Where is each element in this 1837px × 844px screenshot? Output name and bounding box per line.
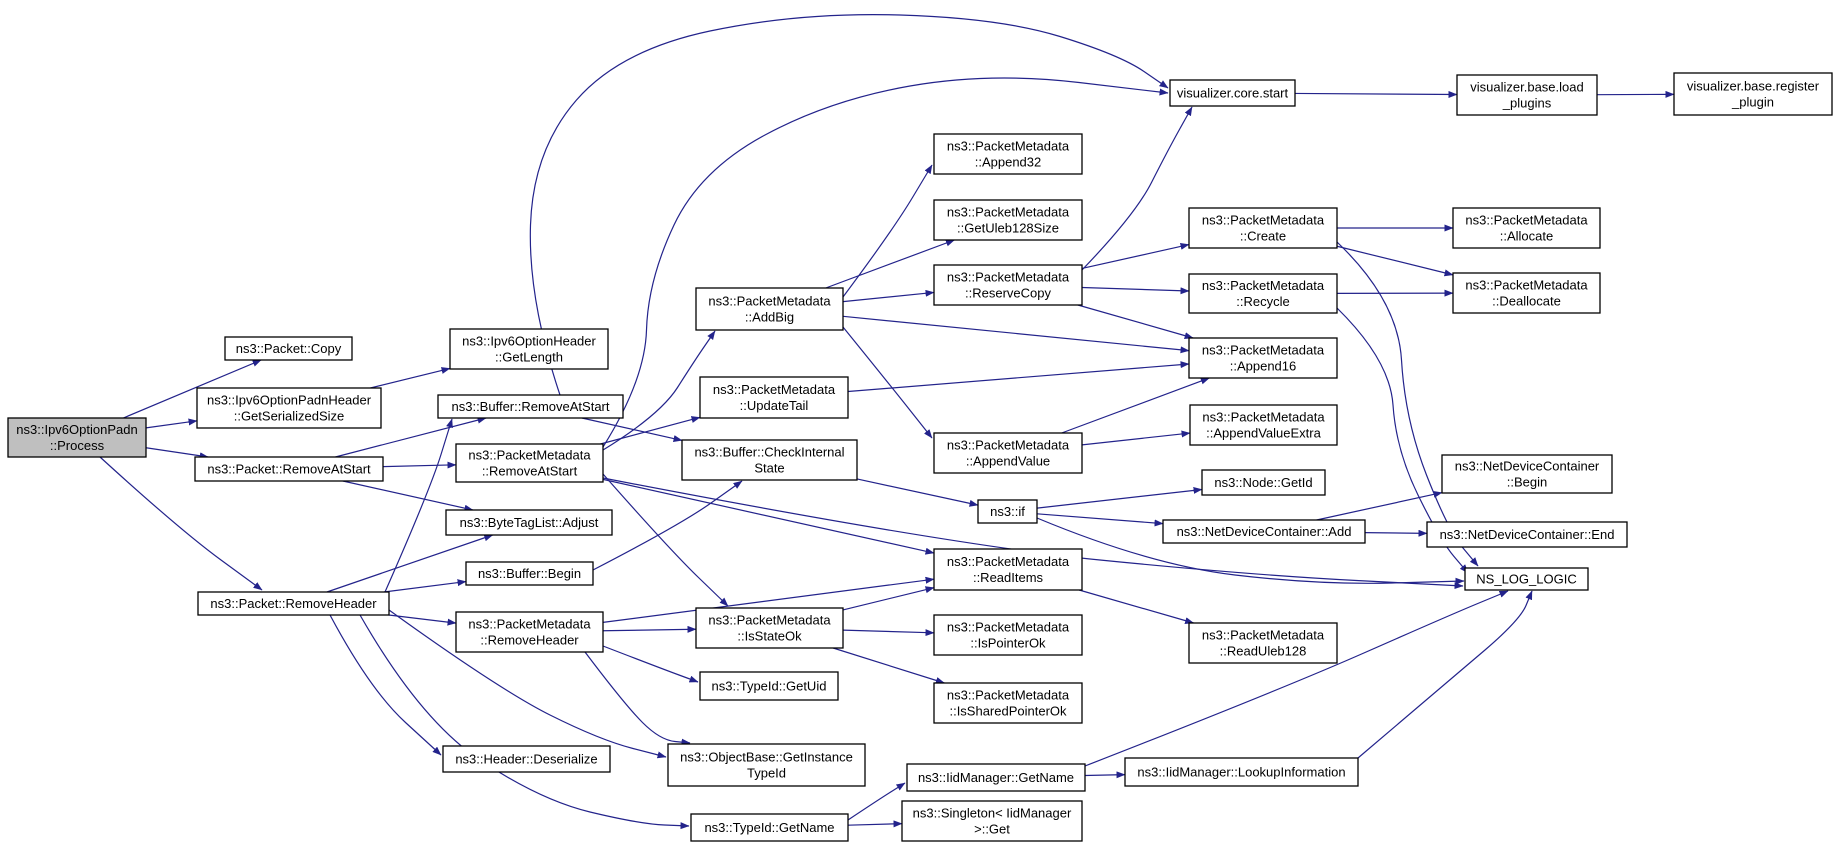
node-appendvalue[interactable] <box>934 433 1082 473</box>
edge-reservecopy-to-append16 <box>1078 305 1193 338</box>
edge-ndc-add-to-ndc-end <box>1365 533 1427 534</box>
edge-iidmanager-getname-to-nslog <box>1085 591 1508 766</box>
node-append32[interactable] <box>934 134 1082 174</box>
edge-checkinternalstate-to-if <box>857 479 978 505</box>
node-label-vis-load: visualizer.base.load _plugins <box>1470 79 1584 111</box>
edge-appendvalue-to-append16 <box>1062 378 1210 433</box>
edge-packet-removeheader-to-buffer-begin <box>384 582 466 592</box>
node-label-create: ns3::PacketMetadata ::Create <box>1201 212 1325 244</box>
node-label-header-deserialize: ns3::Header::Deserialize <box>455 751 598 767</box>
node-label-iidmanager-getname: ns3::IidManager::GetName <box>917 770 1075 785</box>
node-label-issharedpointerok: ns3::PacketMetadata ::IsSharedPointerOk <box>946 687 1070 719</box>
edge-buffer-removeatstart-to-checkinternalstate <box>582 418 682 440</box>
node-buffer-removeatstart[interactable] <box>438 395 623 418</box>
node-label-deallocate: ns3::PacketMetadata ::Deallocate <box>1465 277 1588 309</box>
edge-updatetail-to-append16 <box>848 364 1189 392</box>
node-ndc-add[interactable] <box>1163 520 1365 543</box>
node-label-readitems: ns3::PacketMetadata ::ReadItems <box>946 554 1070 585</box>
node-label-recycle: ns3::PacketMetadata ::Recycle <box>1201 278 1325 309</box>
edge-reservecopy-to-create <box>1082 245 1189 269</box>
node-packet-copy[interactable] <box>225 337 352 360</box>
node-label-vis-start: visualizer.core.start <box>1176 85 1289 101</box>
node-label-readuleb128: ns3::PacketMetadata ::ReadUleb128 <box>1201 627 1325 659</box>
edge-packet-removeatstart-to-pm-removeatstart <box>383 465 456 467</box>
node-label-process: ns3::Ipv6OptionPadn ::Process <box>16 422 138 453</box>
edge-isstateok-to-readitems <box>843 588 934 610</box>
node-label-typeid-getuid: ns3::TypeId::GetUid <box>711 678 827 694</box>
edge-pm-removeheader-to-typeid-getuid <box>603 646 698 682</box>
node-label-ispointerok: ns3::PacketMetadata ::IsPointerOk <box>946 619 1070 651</box>
edge-readitems-to-readuleb128 <box>1079 590 1193 623</box>
node-label-pm-removeheader: ns3::PacketMetadata ::RemoveHeader <box>468 616 591 648</box>
node-label-getlength: ns3::Ipv6OptionHeader ::GetLength <box>462 333 596 365</box>
node-updatetail[interactable] <box>700 377 848 418</box>
edge-reservecopy-to-recycle <box>1082 287 1189 291</box>
node-typeid-getname[interactable] <box>691 814 848 841</box>
node-pm-removeatstart[interactable] <box>456 444 603 482</box>
edge-getserializedsize-to-getlength <box>370 368 450 388</box>
edge-lookupinformation-to-nslog <box>1358 591 1532 758</box>
node-checkinternalstate[interactable] <box>682 440 857 480</box>
node-label-buffer-begin: ns3::Buffer::Begin <box>477 566 582 581</box>
node-label-getserializedsize: ns3::Ipv6OptionPadnHeader ::GetSerializedSize <box>206 392 372 424</box>
node-ispointerok[interactable] <box>934 615 1082 655</box>
edge-typeid-getname-to-singleton-get <box>848 824 902 826</box>
node-appendvalueextra[interactable] <box>1190 405 1337 445</box>
node-label-buffer-removeatstart: ns3::Buffer::RemoveAtStart <box>451 399 610 414</box>
node-addbig[interactable] <box>696 288 843 330</box>
node-label-reservecopy: ns3::PacketMetadata ::ReserveCopy <box>946 269 1070 301</box>
node-vis-load[interactable] <box>1457 75 1597 115</box>
node-label-ndc-end: ns3::NetDeviceContainer::End <box>1439 527 1615 542</box>
node-label-ndc-add: ns3::NetDeviceContainer::Add <box>1176 524 1352 539</box>
node-label-updatetail: ns3::PacketMetadata ::UpdateTail <box>712 382 836 413</box>
edge-pm-removeatstart-to-addbig <box>603 331 715 450</box>
node-label-append32: ns3::PacketMetadata ::Append32 <box>946 138 1070 170</box>
node-buffer-begin[interactable] <box>466 562 593 585</box>
node-label-append16: ns3::PacketMetadata ::Append16 <box>1201 342 1325 374</box>
edge-addbig-to-appendvalue <box>843 327 932 438</box>
node-label-node-getid: ns3::Node::GetId <box>1214 475 1313 490</box>
edge-reservecopy-to-vis-start <box>1082 107 1192 270</box>
node-process[interactable] <box>8 418 146 457</box>
node-nslog[interactable] <box>1465 568 1588 590</box>
node-deallocate[interactable] <box>1453 273 1600 313</box>
edge-packet-removeheader-to-buffer-removeatstart <box>385 419 452 592</box>
edge-typeid-getname-to-iidmanager-getname <box>848 783 905 820</box>
node-readuleb128[interactable] <box>1189 623 1337 663</box>
node-ndc-begin[interactable] <box>1442 455 1612 493</box>
node-issharedpointerok[interactable] <box>934 683 1082 723</box>
edge-iidmanager-getname-to-lookupinformation <box>1085 775 1125 776</box>
node-vis-start[interactable] <box>1170 80 1295 106</box>
edge-if-to-ndc-add <box>1037 514 1163 524</box>
node-label-checkinternalstate: ns3::Buffer::CheckInternal State <box>694 444 845 476</box>
node-header-deserialize[interactable] <box>443 746 610 772</box>
edge-if-to-node-getid <box>1037 489 1202 508</box>
node-typeid-getuid[interactable] <box>700 672 838 700</box>
edge-packet-removeatstart-to-bytetaglist-adjust <box>343 481 473 510</box>
node-label-packet-removeheader: ns3::Packet::RemoveHeader <box>210 596 377 611</box>
node-singleton-get[interactable] <box>902 801 1082 841</box>
node-label-typeid-getname: ns3::TypeId::GetName <box>704 820 835 835</box>
node-getserializedsize[interactable] <box>197 388 381 428</box>
edge-isstateok-to-issharedpointerok <box>833 648 944 683</box>
edge-pm-removeheader-to-isstateok <box>603 629 696 631</box>
node-label-allocate: ns3::PacketMetadata ::Allocate <box>1465 212 1588 244</box>
node-label-if: ns3::if <box>990 504 1025 519</box>
node-label-lookupinformation: ns3::IidManager::LookupInformation <box>1137 764 1346 780</box>
edge-pm-removeatstart-to-readitems <box>603 479 934 553</box>
node-objectbase[interactable] <box>668 744 865 786</box>
node-node-getid[interactable] <box>1202 470 1325 495</box>
node-label-addbig: ns3::PacketMetadata ::AddBig <box>708 293 831 325</box>
edge-packet-removeheader-to-header-deserialize <box>330 615 441 755</box>
node-if[interactable] <box>978 500 1037 523</box>
node-label-nslog: NS_LOG_LOGIC <box>1476 571 1577 587</box>
node-iidmanager-getname[interactable] <box>907 764 1085 791</box>
node-label-objectbase: ns3::ObjectBase::GetInstance TypeId <box>680 749 853 781</box>
node-getuleb128size[interactable] <box>934 200 1082 240</box>
edge-vis-start-to-vis-load <box>1295 93 1457 94</box>
node-label-pm-removeatstart: ns3::PacketMetadata ::RemoveAtStart <box>468 447 591 479</box>
node-label-ndc-begin: ns3::NetDeviceContainer ::Begin <box>1454 458 1600 490</box>
node-label-vis-register: visualizer.base.register _plugin <box>1686 78 1820 110</box>
node-pm-removeheader[interactable] <box>456 612 603 652</box>
edge-process-to-packet-removeatstart <box>146 448 208 457</box>
edge-buffer-begin-to-checkinternalstate <box>593 481 742 570</box>
node-create[interactable] <box>1189 208 1337 248</box>
node-getlength[interactable] <box>450 329 608 369</box>
node-label-packet-copy: ns3::Packet::Copy <box>235 341 342 356</box>
node-recycle[interactable] <box>1189 274 1337 313</box>
node-label-getuleb128size: ns3::PacketMetadata ::GetUleb128Size <box>946 204 1070 236</box>
node-label-packet-removeatstart: ns3::Packet::RemoveAtStart <box>207 461 371 477</box>
node-bytetaglist-adjust[interactable] <box>446 510 612 535</box>
node-ndc-end[interactable] <box>1427 522 1627 547</box>
node-label-singleton-get: ns3::Singleton< IidManager >::Get <box>912 805 1072 837</box>
node-label-bytetaglist-adjust: ns3::ByteTagList::Adjust <box>459 515 599 530</box>
edge-process-to-getserializedsize <box>146 421 197 428</box>
edge-addbig-to-reservecopy <box>843 292 934 301</box>
node-label-isstateok: ns3::PacketMetadata ::IsStateOk <box>708 612 831 644</box>
edge-isstateok-to-ispointerok <box>843 630 934 633</box>
node-label-appendvalue: ns3::PacketMetadata ::AppendValue <box>946 437 1070 469</box>
node-allocate[interactable] <box>1453 208 1600 248</box>
node-lookupinformation[interactable] <box>1125 758 1358 786</box>
node-reservecopy[interactable] <box>934 265 1082 305</box>
node-packet-removeatstart[interactable] <box>195 457 383 481</box>
node-label-appendvalueextra: ns3::PacketMetadata ::AppendValueExtra <box>1202 409 1325 441</box>
node-vis-register[interactable] <box>1674 73 1832 115</box>
edge-packet-removeheader-to-pm-removeheader <box>389 615 456 623</box>
edge-pm-removeheader-to-objectbase <box>585 652 690 743</box>
node-append16[interactable] <box>1189 338 1337 378</box>
edge-appendvalue-to-appendvalueextra <box>1082 433 1190 445</box>
node-packet-removeheader[interactable] <box>198 592 389 615</box>
node-isstateok[interactable] <box>696 608 843 648</box>
edge-pm-removeatstart-to-vis-start <box>603 78 1168 447</box>
node-readitems[interactable] <box>934 549 1082 590</box>
